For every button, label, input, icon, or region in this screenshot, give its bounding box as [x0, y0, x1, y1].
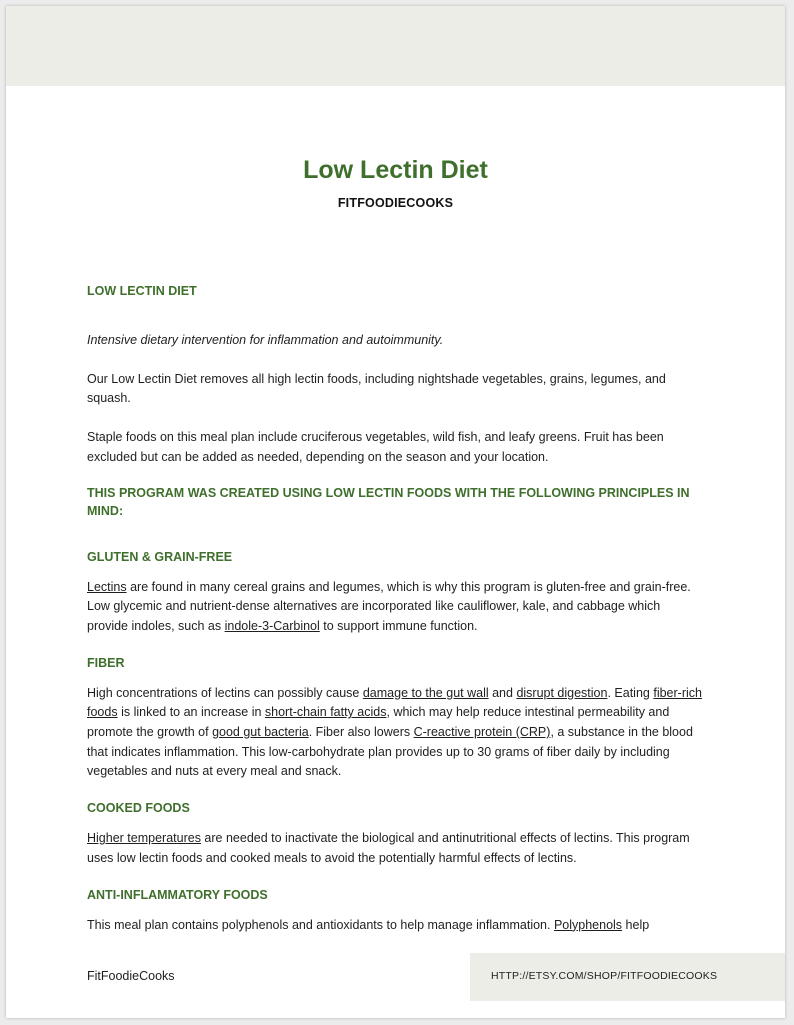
fiber-text-2: and — [488, 685, 517, 700]
gluten-paragraph — [87, 578, 702, 637]
anti-text-2: help — [622, 917, 650, 932]
anti-inflammatory-heading: ANTI-INFLAMMATORY FOODS — [87, 887, 268, 902]
fiber-paragraph — [87, 684, 702, 783]
header-band — [6, 6, 785, 86]
gluten-text-1: are found in many cereal grains and legumes, which is why this program is gluten-free and grain-free. Low glycemic and nutrient-dense alternatives are incorporated like cauliflower, kale, and cabbage which provide indoles, such as — [87, 579, 691, 633]
gut-wall-damage-link[interactable]: damage to the gut wall — [362, 685, 489, 700]
fiber-text-6: . Fiber also lowers — [308, 725, 414, 740]
fiber-heading: FIBER — [87, 655, 125, 670]
fiber-text-7: , a substance in the blood that indicates inflammation. This low-carbohydrate plan provides up to 30 grams of fiber daily by including vegetables and nuts at every meal and snack. — [87, 725, 693, 779]
fiber-text-5: , which may help reduce intestinal permeability and promote the growth of — [87, 705, 670, 740]
principles-heading: THIS PROGRAM WAS CREATED USING LOW LECTIN FOODS WITH THE FOLLOWING PRINCIPLES IN MIND: — [87, 485, 690, 518]
intro-paragraph-1: Our Low Lectin Diet removes all high lectin foods, including nightshade vegetables, grains, legumes, and squash. — [87, 371, 666, 406]
section-heading: LOW LECTIN DIET — [87, 284, 197, 298]
document-page — [6, 6, 785, 1018]
crp-link[interactable]: C-reactive protein (CRP) — [413, 725, 551, 740]
anti-text-1: This meal plan contains polyphenols and antioxidants to help manage inflammation. — [87, 917, 554, 932]
footer-shop-url[interactable]: HTTP://ETSY.COM/SHOP/FITFOODIECOOKS — [491, 970, 718, 982]
good-gut-bacteria-link[interactable]: good gut bacteria — [212, 725, 309, 740]
gluten-text-2: to support immune function. — [319, 618, 478, 633]
disrupt-digestion-link[interactable]: disrupt digestion — [516, 685, 608, 700]
footer-brand: FitFoodieCooks — [87, 969, 175, 983]
short-chain-fatty-acids-link[interactable]: short-chain fatty acids — [264, 705, 387, 720]
anti-inflammatory-paragraph — [87, 916, 702, 936]
polyphenols-link[interactable]: Polyphenols — [553, 917, 623, 932]
lectins-link[interactable]: Lectins — [87, 579, 127, 594]
page-title: Low Lectin Diet — [303, 156, 488, 184]
brand-subtitle: FITFOODIECOOKS — [337, 196, 454, 210]
footer-url-band — [470, 953, 785, 1001]
tagline: Intensive dietary intervention for inflammation and autoimmunity. — [87, 333, 444, 347]
intro-paragraph-2: Staple foods on this meal plan include cruciferous vegetables, wild fish, and leafy greens. Fruit has been excluded but can be added as needed, depending on the season and your location. — [87, 430, 664, 464]
cooked-text-1: are needed to inactivate the biological and antinutritional effects of lectins. This program uses low lectin foods and cooked meals to avoid the potentially harmful effects of lectins. — [87, 831, 690, 865]
indole-3-carbinol-link[interactable]: indole-3-Carbinol — [224, 618, 320, 633]
cooked-foods-paragraph — [87, 829, 702, 868]
cooked-foods-heading: COOKED FOODS — [87, 801, 190, 816]
higher-temperatures-link[interactable]: Higher temperatures — [87, 831, 201, 846]
fiber-text-4: is linked to an increase in — [117, 705, 265, 720]
fiber-text-1: High concentrations of lectins can possibly cause — [87, 685, 363, 700]
fiber-rich-foods-link[interactable]: fiber-rich foods — [87, 685, 702, 720]
gluten-heading: GLUTEN & GRAIN-FREE — [87, 549, 233, 564]
main-content — [87, 282, 702, 935]
fiber-text-3: . Eating — [607, 685, 654, 700]
